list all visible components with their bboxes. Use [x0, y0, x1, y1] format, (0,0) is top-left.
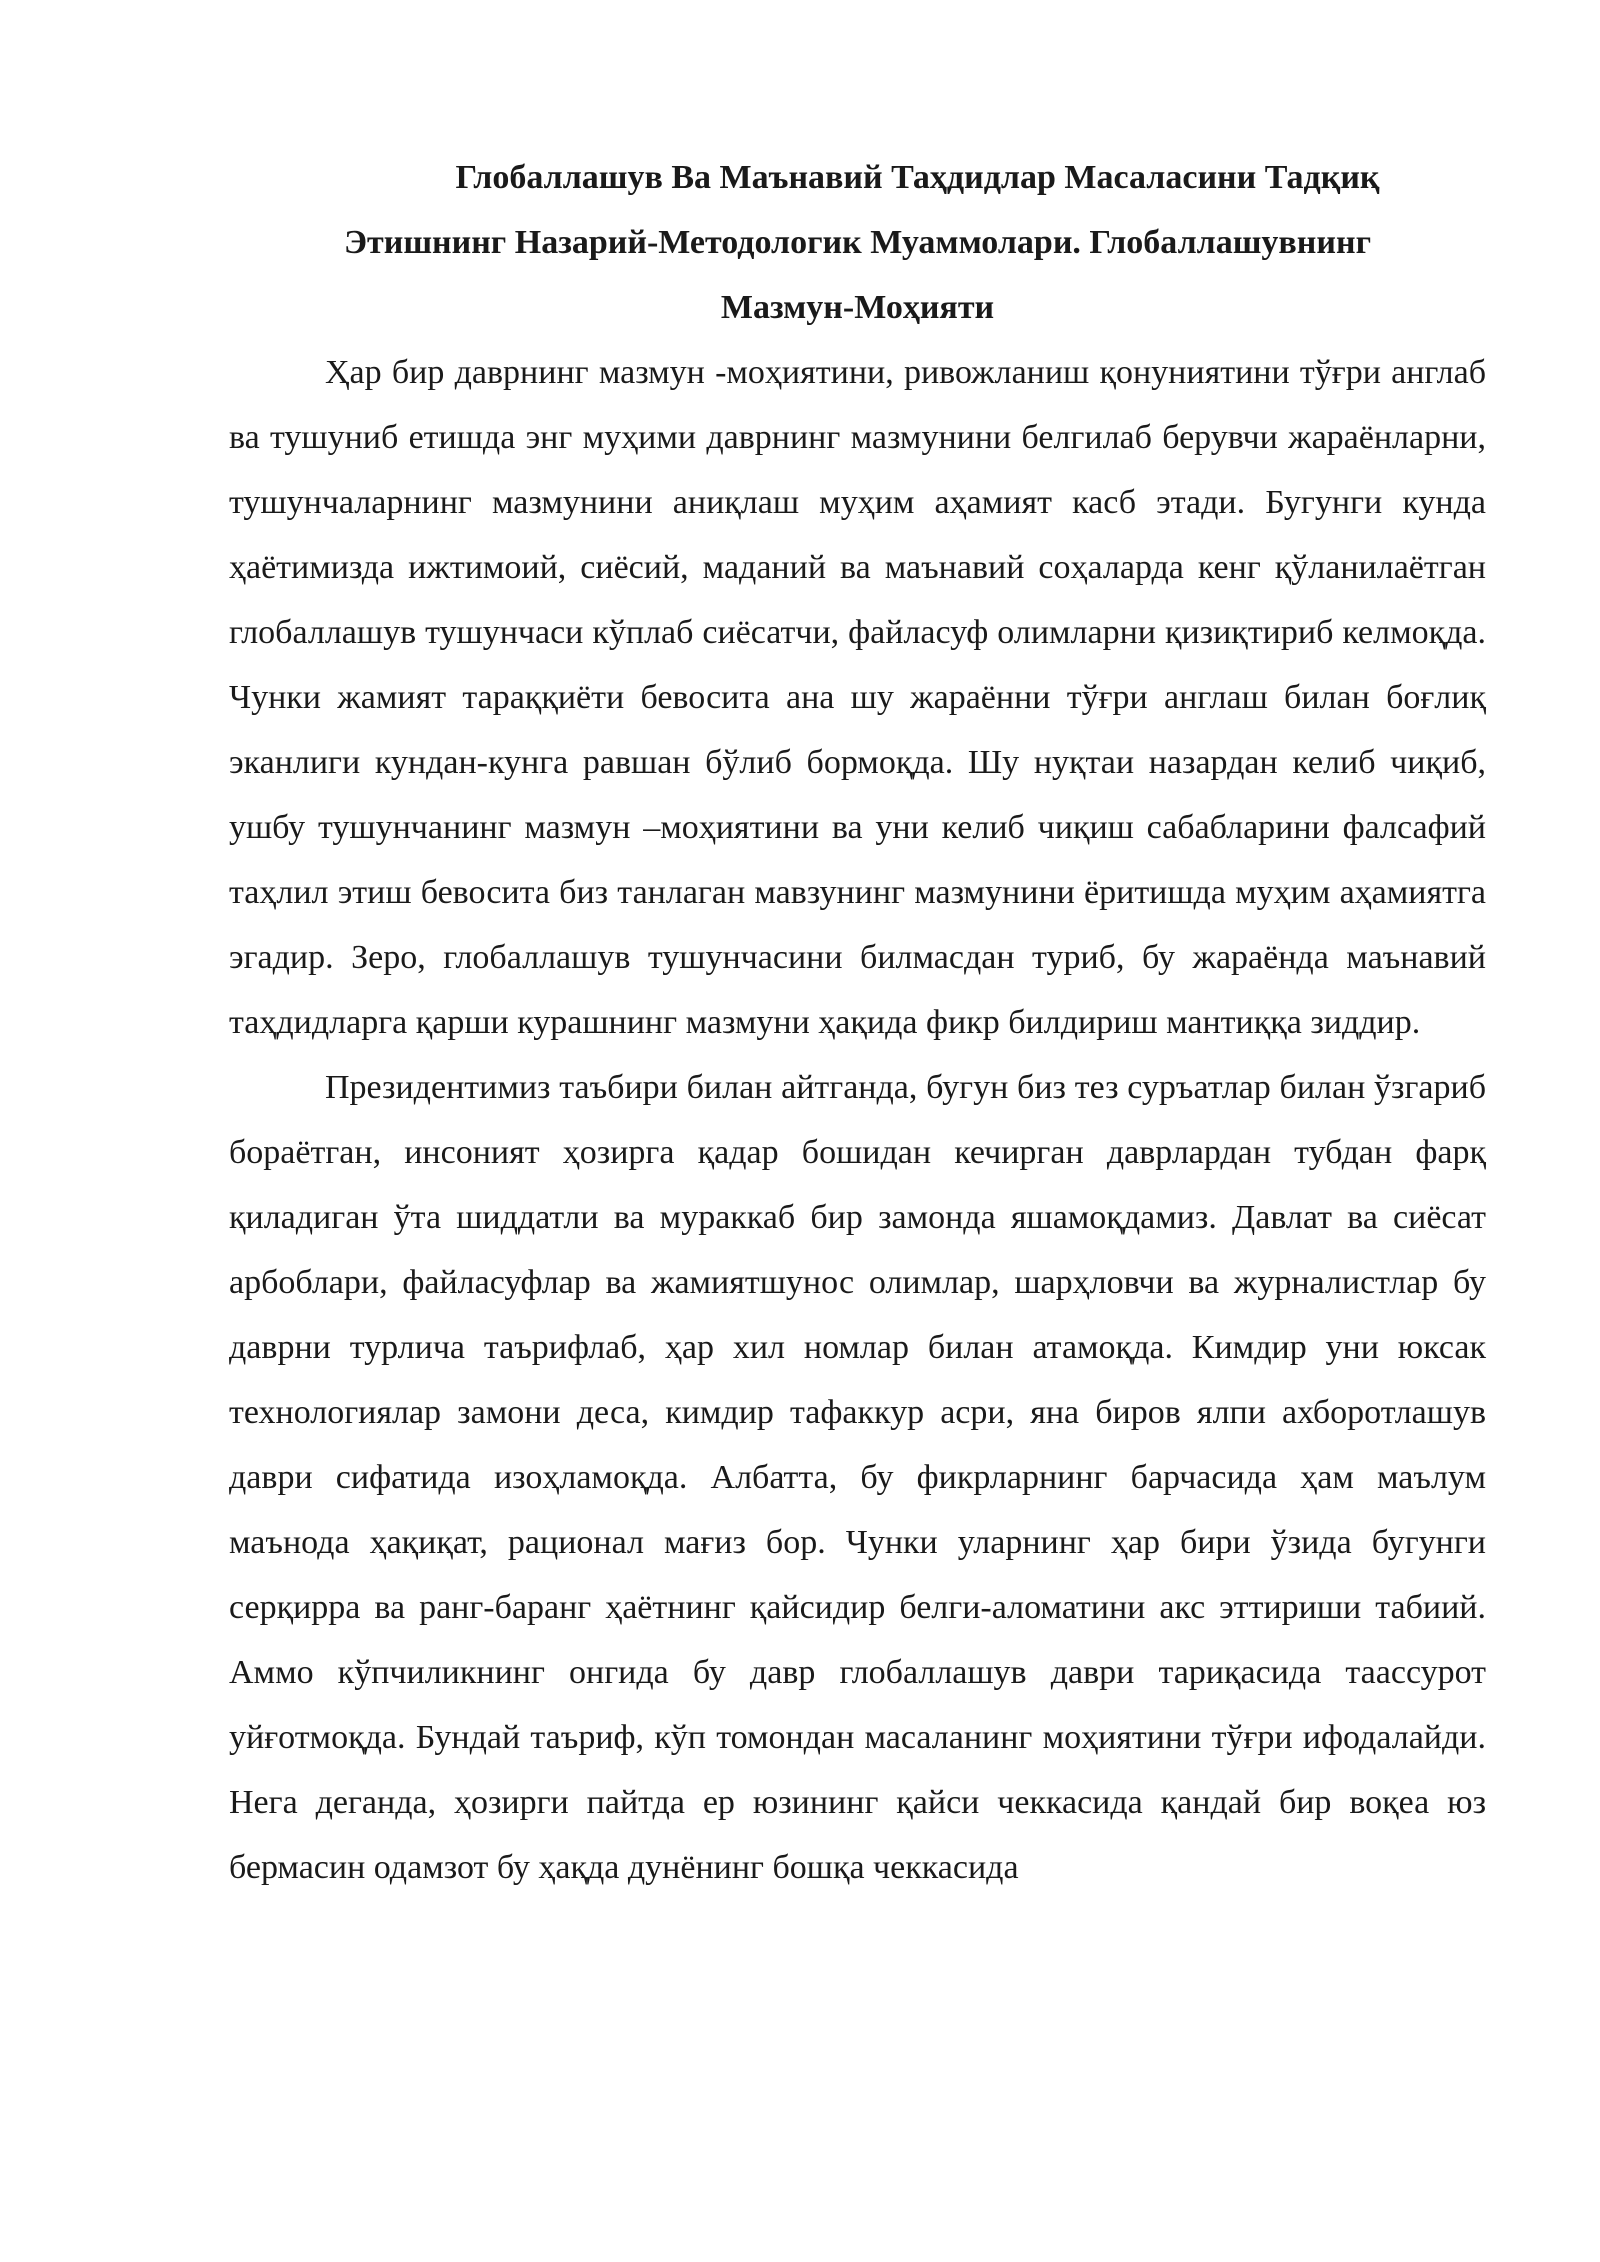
document-title — [229, 145, 1486, 340]
title-line-1: Глобаллашув Ва Маънавий Таҳдидлар Масаласини Тадқиқ — [455, 159, 1380, 196]
paragraph-2: Президентимиз таъбири билан айтганда, бугун биз тез суръатлар билан ўзгариб бораётган, инсоният ҳозирга қадар бошидан кечирган даврлардан тубдан фарқ қиладиган ўта шиддатли ва мураккаб бир замонда яшамоқдамиз. Давлат ва сиёсат арбоблари, файласуфлар ва жамиятшунос олимлар, шарҳловчи ва журналистлар бу даврни турлича таърифлаб, ҳар хил номлар билан атамоқда. Кимдир уни юксак технологиялар замони деса, кимдир тафаккур асри, яна биров ялпи ахборотлашув даври сифатида изоҳламоқда. Албатта, бу фикрларнинг барчасида ҳам маълум маънода ҳақиқат, рационал мағиз бор. Чунки уларнинг ҳар бири ўзида бугунги серқирра ва ранг-баранг ҳаётнинг қайсидир белги-аломатини акс эттириши табиий. Аммо кўпчиликнинг онгида бу давр глобаллашув даври тариқасида таассурот уйғотмоқда. Бундай таъриф, кўп томондан масаланинг моҳиятини тўғри ифодалайди. Нега деганда, ҳозирги пайтда ер юзининг қайси чеккасида қандай бир воқеа юз бермасин одамзот бу ҳақда дунёнинг бошқа чеккасида — [229, 1069, 1486, 1886]
title-line-2: Этишнинг Назарий-Методологик Муаммолари. Глобаллашувнинг — [343, 224, 1372, 261]
document-body — [229, 145, 1486, 1900]
title-line-3: Мазмун-Моҳияти — [720, 289, 995, 326]
paragraph-1: Ҳар бир даврнинг мазмун -моҳиятини, ривожланиш қонуниятини тўғри англаб ва тушуниб етишда энг муҳими даврнинг мазмунини белгилаб берувчи жараёнларни, тушунчаларнинг мазмунини аниқлаш муҳим аҳамият касб этади. Бугунги кунда ҳаётимизда ижтимоий, сиёсий, маданий ва маънавий соҳаларда кенг қўланилаётган глобаллашув тушунчаси кўплаб сиёсатчи, файласуф олимларни қизиқтириб келмоқда. Чунки жамият тараққиёти бевосита ана шу жараённи тўғри англаш билан боғлиқ эканлиги кундан-кунга равшан бўлиб бормоқда. Шу нуқтаи назардан келиб чиқиб, ушбу тушунчанинг мазмун –моҳиятини ва уни келиб чиқиш сабабларини фалсафий таҳлил этиш бевосита биз танлаган мавзунинг мазмунини ёритишда муҳим аҳамиятга эгадир. Зеро, глобаллашув тушунчасини билмасдан туриб, бу жараёнда маънавий таҳдидларга қарши курашнинг мазмуни ҳақида фикр билдириш мантиққа зиддир. — [229, 354, 1486, 1041]
